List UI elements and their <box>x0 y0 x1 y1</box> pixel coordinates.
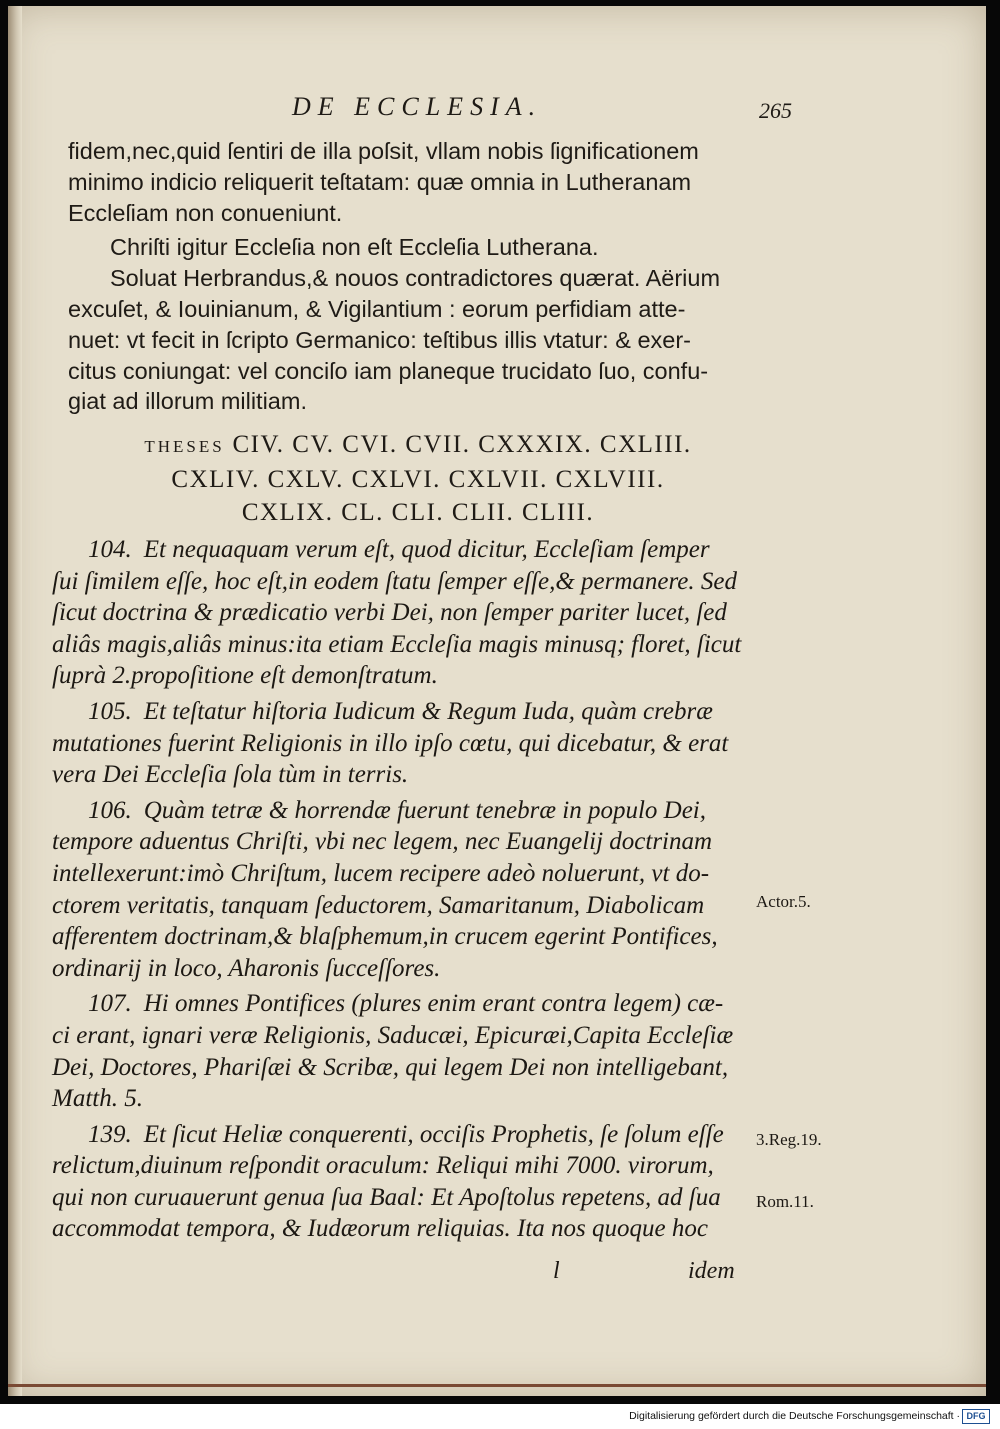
text-line: ordinarij in loco, Aharonis ſucceſſores. <box>52 954 441 982</box>
text-line: excuſet, & Iouinianum, & Vigilantium : eorum perfidiam atte- <box>68 295 686 322</box>
text-line: ſui ſimilem eſſe, hoc eſt,in eodem ſtatu ſemper eſſe,& permanere. Sed <box>52 567 737 595</box>
page-header <box>292 90 792 130</box>
text-line: tempore aduentus Chriſti, vbi nec legem, nec Euangelij doctrinam <box>52 828 713 856</box>
thesis-number: 105. <box>88 697 132 725</box>
heading-line: CXLIX. CL. CLI. CLII. CLIII. <box>241 499 595 526</box>
text-line: ci erant, ignari veræ Religionis, Saducæi, Epicuræi,Capita Eccleſiæ <box>52 1021 734 1049</box>
text-line: Hi omnes Pontifices (plures enim erant contra legem) cæ- <box>143 990 724 1018</box>
text-line: intellexerunt:imò Chriſtum, lucem recipere adeò noluerunt, vt do- <box>52 859 710 887</box>
page-gutter <box>8 6 22 1396</box>
text-line: minimo indicio reliquerit teſtatam: quæ omnia in Lutheranam <box>68 168 692 195</box>
paragraph-continued <box>68 136 788 228</box>
section-heading <box>48 428 788 529</box>
thesis-105 <box>52 696 772 791</box>
body-text <box>68 136 788 417</box>
text-line: ſuprà 2.propoſitione eſt demonſtratum. <box>52 662 438 690</box>
thesis-107 <box>52 988 772 1114</box>
thesis-number: 107. <box>88 990 132 1018</box>
book-page <box>8 6 986 1396</box>
text-line: Matth. 5. <box>52 1085 143 1113</box>
text-line: relictum,diuinum reſpondit oraculum: Reliqui mihi 7000. virorum, <box>52 1152 714 1180</box>
text-line: Et ſicut Heliæ conquerenti, occiſis Prophetis, ſe ſolum eſſe <box>143 1120 724 1148</box>
text-line: fidem,nec,quid ſentiri de illa poſsit, vllam nobis ſignificationem <box>68 138 699 164</box>
footer-credit: Digitalisierung gefördert durch die Deutsche Forschungsgemeinschaft · <box>629 1410 960 1422</box>
catchword: idem <box>688 1258 735 1284</box>
text-line: ſicut doctrina & prædicatio verbi Dei, non ſemper pariter lucet, ſed <box>52 599 727 627</box>
thesis-number: 106. <box>88 796 132 824</box>
text-line: afferentem doctrinam,& blaſphemum,in crucem egerint Pontifices, <box>52 923 718 951</box>
text-line: ctorem veritatis, tanquam ſeductorem, Samaritanum, Diabolicam <box>52 891 705 919</box>
dfg-logo-icon: DFG <box>962 1409 990 1424</box>
text-line: vera Dei Eccleſia ſola tùm in terris. <box>52 761 409 789</box>
heading-word: THESES <box>144 437 225 456</box>
signature-mark: l <box>553 1258 560 1284</box>
text-line: Eccleſiam non conueniunt. <box>68 199 343 226</box>
text-line: qui non curuauerunt genua ſua Baal: Et Apoſtolus repetens, ad ſua <box>52 1183 721 1211</box>
text-line: accommodat tempora, & Iudæorum reliquias. Ita nos quoque hoc <box>52 1215 708 1243</box>
text-line: mutationes fuerint Religionis in illo ipſo cœtu, qui dicebatur, & erat <box>52 729 729 757</box>
thesis-number: 104. <box>88 536 132 563</box>
paragraph-soluat <box>68 263 788 417</box>
text-line: Et teſtatur hiſtoria Iudicum & Regum Iuda, quàm crebræ <box>143 697 713 725</box>
heading-line: CXLIV. CXLV. CXLVI. CXLVII. CXLVIII. <box>171 466 665 493</box>
page-number: 265 <box>759 98 792 123</box>
text-line: Dei, Doctores, Phariſæi & Scribæ, qui legem Dei non intelligebant, <box>52 1053 729 1081</box>
running-head: DE ECCLESIA. <box>292 92 543 121</box>
footer-bar <box>0 1404 1000 1429</box>
heading-line: CIV. CV. CVI. CVII. CXXXIX. CXLIII. <box>232 431 692 458</box>
thesis-139 <box>52 1119 772 1245</box>
margin-note-rom: Rom.11. <box>756 1192 814 1211</box>
thesis-106 <box>52 795 772 985</box>
conclusion-line: Chriſti igitur Eccleſia non eſt Eccleſia Lutherana. <box>110 234 599 261</box>
text-line: nuet: vt fecit in ſcripto Germanico: teſtibus illis vtatur: & exer- <box>68 326 691 353</box>
margin-note-reg: 3.Reg.19. <box>756 1130 822 1149</box>
thesis-number: 139. <box>88 1120 132 1148</box>
text-line: citus coniungat: vel conciſo iam planeque trucidato ſuo, confu- <box>68 357 709 384</box>
text-line: giat ad illorum militiam. <box>68 388 307 415</box>
margin-note-actor: Actor.5. <box>756 892 811 911</box>
text-line: Et nequaquam verum eſt, quod dicitur, Eccleſiam ſemper <box>143 536 710 563</box>
theses-list <box>52 534 772 1249</box>
page-bottom-edge <box>8 1384 986 1387</box>
text-line: Soluat Herbrandus,& nouos contradictores quærat. Aërium <box>110 265 721 292</box>
text-line: aliâs magis,aliâs minus:ita etiam Eccleſia magis minusq; floret, ſicut <box>52 630 742 658</box>
thesis-104 <box>52 534 772 692</box>
text-line: Quàm tetræ & horrendæ fuerunt tenebræ in populo Dei, <box>143 796 706 824</box>
